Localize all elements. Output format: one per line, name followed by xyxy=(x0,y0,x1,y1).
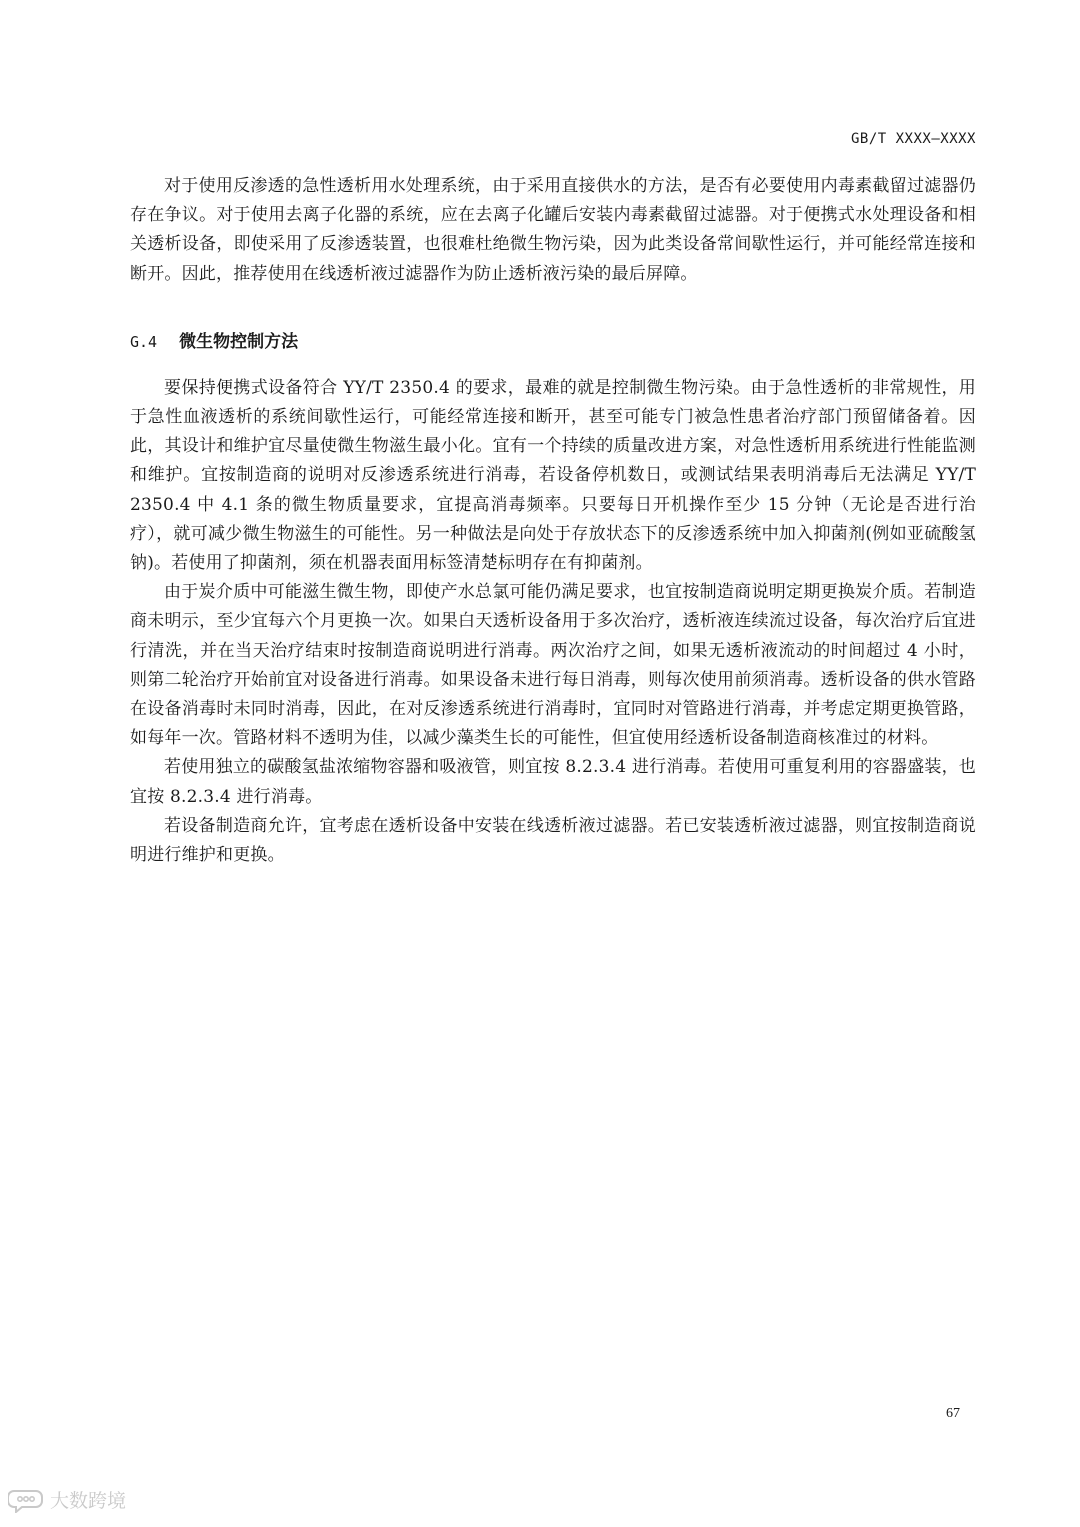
section-paragraph-3: 若使用独立的碳酸氢盐浓缩物容器和吸液管，则宜按 8.2.3.4 进行消毒。若使用可重复利用的容器盛装，也宜按 8.2.3.4 进行消毒。 xyxy=(130,757,976,807)
section-paragraph-2: 由于炭介质中可能滋生微生物，即使产水总氯可能仍满足要求，也宜按制造商说明定期更换炭介质。若制造商未明示，至少宜每六个月更换一次。如果白天透析设备用于多次治疗，透析液连续流过设备，每次治疗后宜进行清洗，并在当天治疗结束时按制造商说明进行消毒。两次治疗之间，如果无透析液流动的时间超过 4 小时，则第二轮治疗开始前宜对设备进行消毒。如果设备未进行每日消毒，则每次使用前须消毒。透析设备的供水管路在设备消毒时未同时消毒，因此，在对反渗透系统进行消毒时，宜同时对管路进行消毒，并考虑定期更换管路，如每年一次。管路材料不透明为佳，以减少藻类生长的可能性，但宜使用经透析设备制造商核准过的材料。 xyxy=(130,582,976,749)
watermark-text: 大数跨境 xyxy=(50,1490,127,1512)
section-paragraph-4: 若设备制造商允许，宜考虑在透析设备中安装在线透析液过滤器。若已安装透析液过滤器，则宜按制造商说明进行维护和更换。 xyxy=(130,815,976,866)
watermark xyxy=(8,1486,126,1513)
section-number: G.4 xyxy=(130,332,158,351)
page-number: 67 xyxy=(946,1406,960,1421)
document-body xyxy=(130,172,976,870)
section-paragraph-1: 要保持便携式设备符合 YY/T 2350.4 的要求，最难的就是控制微生物污染。由于急性透析的非常规性，用于急性血液透析的系统间歇性运行，可能经常连接和断开，甚至可能专门被急性患者治疗部门预留储备着。因此，其设计和维护宜尽量使微生物滋生最小化。宜有一个持续的质量改进方案，对急性透析用系统进行性能监测和维护。宜按制造商的说明对反渗透系统进行消毒，若设备停机数日，或测试结果表明消毒后无法满足 YY/T 2350.4 中 4.1 条的微生物质量要求，宜提高消毒频率。只要每日开机操作至少 15 分钟（无论是否进行治疗），就可减少微生物滋生的可能性。另一种做法是向处于存放状态下的反渗透系统中加入抑菌剂(例如亚硫酸氢钠)。若使用了抑菌剂，须在机器表面用标签清楚标明存在有抑菌剂。 xyxy=(130,377,976,574)
speech-bubble-logo-icon xyxy=(8,1487,44,1513)
section-heading xyxy=(130,327,976,352)
document-code-header: GB/T XXXX—XXXX xyxy=(850,131,976,147)
intro-paragraph: 对于使用反渗透的急性透析用水处理系统，由于采用直接供水的方法，是否有必要使用内毒素截留过滤器仍存在争议。对于使用去离子化器的系统，应在去离子化罐后安装内毒素截留过滤器。对于便携式水处理设备和相关透析设备，即使采用了反渗透装置，也很难杜绝微生物污染，因为此类设备常间歇性运行，并可能经常连接和断开。因此，推荐使用在线透析液过滤器作为防止透析液污染的最后屏障。 xyxy=(130,176,976,284)
section-title: 微生物控制方法 xyxy=(179,331,299,352)
